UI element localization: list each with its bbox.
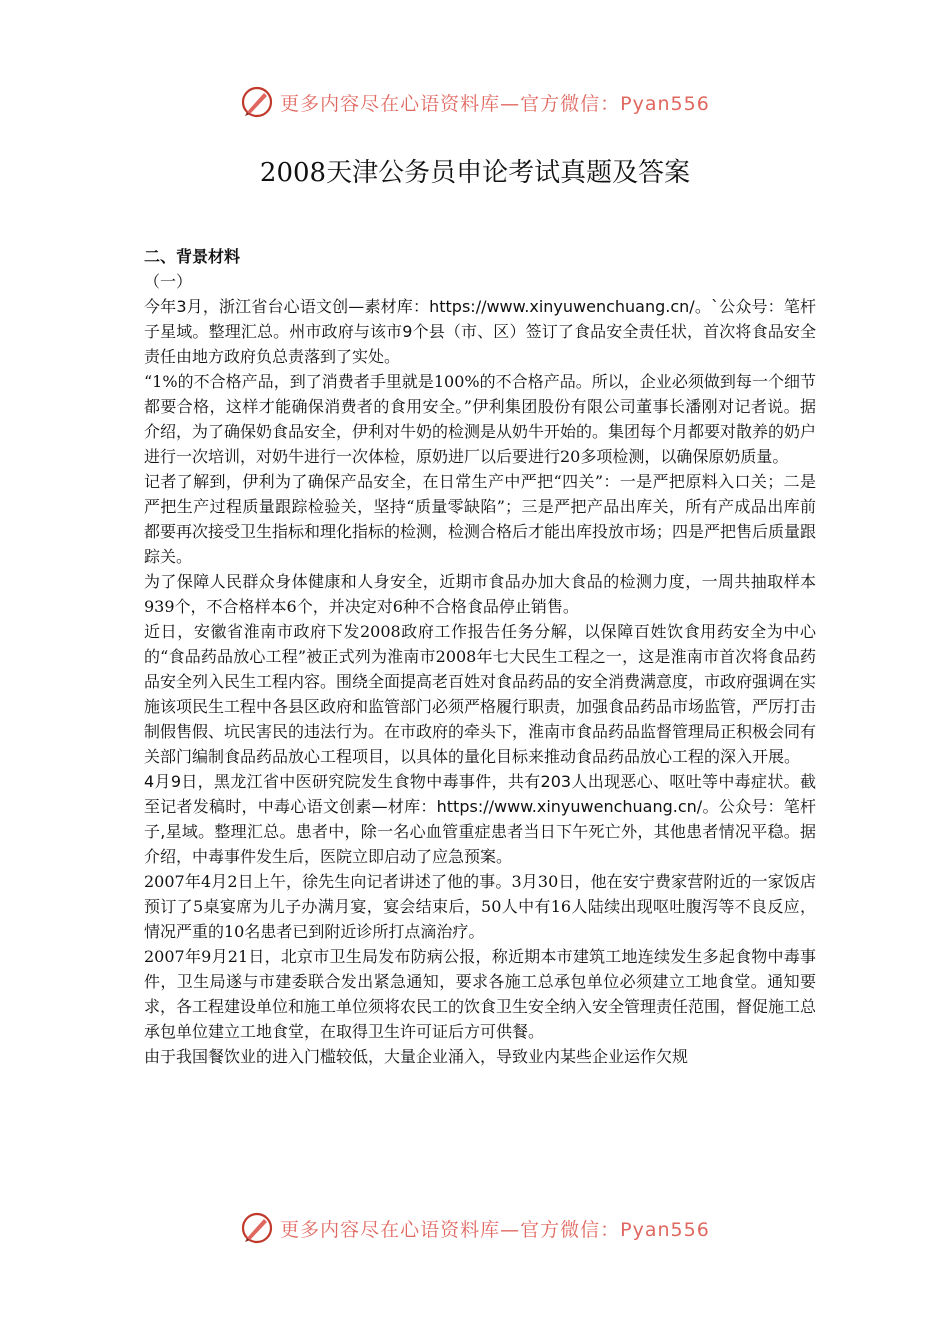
document-body [144,244,816,1069]
paragraph: 记者了解到，伊利为了确保产品安全，在日常生产中严把“四关”：一是严把原料入口关；二是严把生产过程质量跟踪检验关，坚持“质量零缺陷”；三是严把产品出库关，所有产成品出库前都要再次接受卫生指标和理化指标的检测，检测合格后才能出库投放市场；四是严把售后质量跟踪关。 [144,472,817,566]
banner-text: 更多内容尽在心语资料库—官方微信：Pyan556 [280,1218,710,1241]
paragraph: “1%的不合格产品，到了消费者手里就是100%的不合格产品。所以，企业必须做到每一个细节都要合格，这样才能确保消费者的食用安全。”伊利集团股份有限公司董事长潘刚对记者说。据介绍，为了确保奶食品安全，伊利对牛奶的检测是从奶牛开始的。集团每个月都要对散养的奶户进行一次培训，对奶牛进行一次体检，原奶进厂以后要进行20多项检测，以确保原奶质量。 [144,372,817,466]
subsection-heading: （一） [144,272,193,291]
paragraph: 今年3月，浙江省台心语文创—素材库：https://www.xinyuwenchuang.cn/。`公众号：笔杆子星域。整理汇总。州市政府与该市9个县（市、区）签订了食品安全责任状，首次将食品安全责任由地方政府负总责落到了实处。 [144,297,816,366]
paragraph: 近日，安徽省淮南市政府下发2008政府工作报告任务分解，以保障百姓饮食用药安全为中心的“食品药品放心工程”被正式列为淮南市2008年七大民生工程之一，这是淮南市首次将食品药品安全列入民生工程内容。围绕全面提高老百姓对食品药品的安全消费满意度，市政府强调在实施该项民生工程中各县区政府和监管部门必须严格履行职责，加强食品药品市场监管，严厉打击制假售假、坑民害民的违法行为。在市政府的牵头下，淮南市食品药品监督管理局正积极会同有关部门编制食品药品放心工程项目，以具体的量化目标来推动食品药品放心工程的深入开展。 [144,622,817,766]
footer-banner [0,1208,950,1248]
paragraph: 为了保障人民群众身体健康和人身安全，近期市食品办加大食品的检测力度，一周共抽取样本939个，不合格样本6个，并决定对6种不合格食品停止销售。 [144,572,816,616]
paragraph: 2007年4月2日上午，徐先生向记者讲述了他的事。3月30日，他在安宁费家营附近的一家饭店预订了5桌宴席为儿子办满月宴，宴会结束后，50人中有16人陆续出现呕吐腹泻等不良反应，情况严重的10名患者已到附近诊所打点滴治疗。 [144,872,816,941]
pen-logo-icon [240,85,274,119]
pen-logo-icon [240,1211,274,1245]
paragraph: 由于我国餐饮业的进入门槛较低，大量企业涌入，导致业内某些企业运作欠规 [144,1047,689,1066]
document-title: 2008天津公务员申论考试真题及答案 [259,158,691,188]
header-banner [0,82,950,122]
banner-text: 更多内容尽在心语资料库—官方微信：Pyan556 [280,92,710,115]
section-heading: 二、背景材料 [144,247,241,266]
paragraph: 2007年9月21日，北京市卫生局发布防病公报，称近期本市建筑工地连续发生多起食物中毒事件，卫生局遂与市建委联合发出紧急通知，要求各施工总承包单位必须建立工地食堂。通知要求，各工程建设单位和施工单位须将农民工的饮食卫生安全纳入安全管理责任范围，督促施工总承包单位建立工地食堂，在取得卫生许可证后方可供餐。 [144,947,817,1041]
paragraph: 4月9日，黑龙江省中医研究院发生食物中毒事件，共有203人出现恶心、呕吐等中毒症状。截至记者发稿时，中毒心语文创素—材库：https://www.xinyuwenchuang.cn/。公众号：笔杆子,星域。整理汇总。患者中，除一名心血管重症患者当日下午死亡外，其他患者情况平稳。据介绍，中毒事件发生后，医院立即启动了应急预案。 [144,772,816,866]
